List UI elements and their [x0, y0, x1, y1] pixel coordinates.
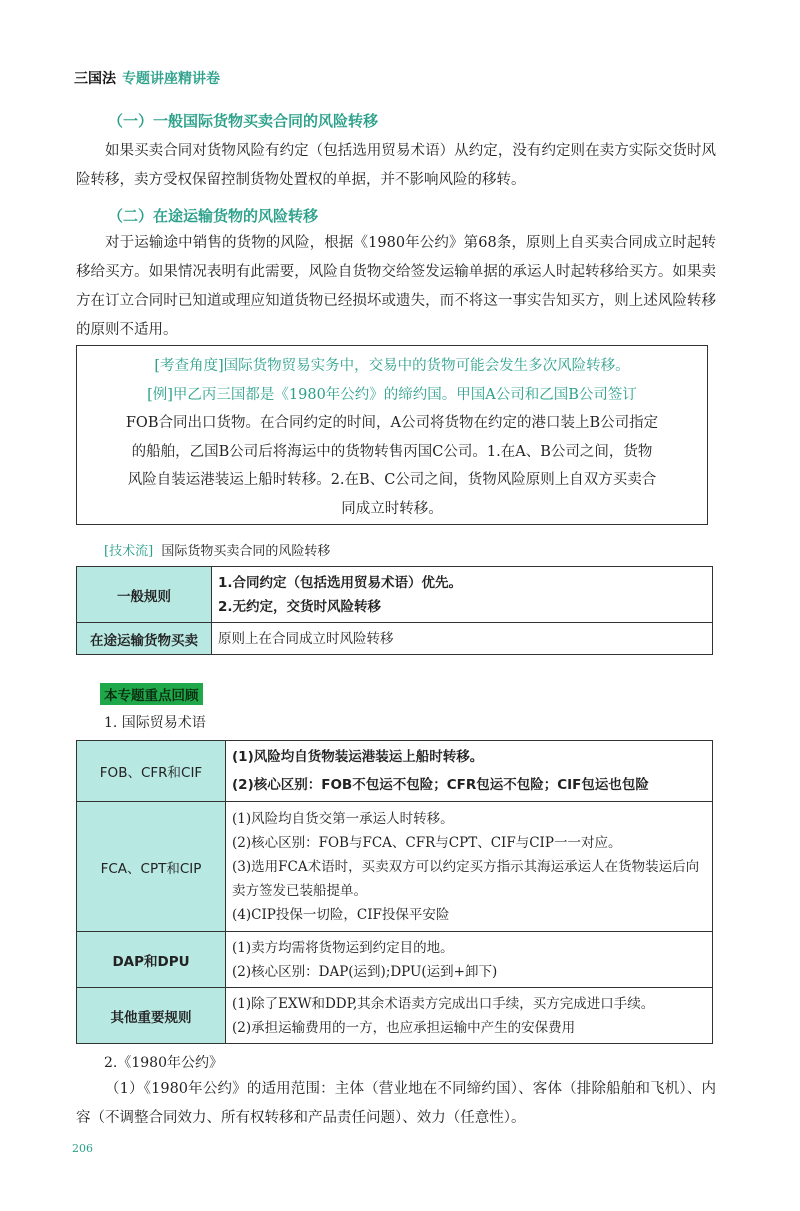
example-line-2: 的船舶，乙国B公司后将海运中的货物转售丙国C公司。1.在A、B公司之间，货物	[131, 443, 653, 460]
table-row	[77, 932, 713, 988]
table-line: 2.无约定，交货时风险转移	[218, 598, 382, 615]
section2-text: 对于运输途中销售的货物的风险，根据《1980年公约》第68条，原则上自买卖合同成立时起转移给买方。如果情况表明有此需要，风险自货物交给签发运输单据的承运人时起转移给买方。如果卖方在订立合同时已知道或理应知道货物已经损坏或遗失，而不将这一事实告知买方，则上述风险转移的原则不适用。	[76, 235, 716, 338]
table-value	[226, 741, 713, 802]
risk-table	[76, 566, 713, 655]
table-line: (3)选用FCA术语时，买卖双方可以约定买方指示其海运承运人在货物装运后向卖方签发已装船提单。	[232, 858, 700, 899]
section2-paragraph	[76, 229, 716, 345]
table-value	[212, 567, 713, 623]
example-box	[76, 345, 708, 525]
page-header	[74, 68, 220, 88]
example-line-1: FOB合同出口货物。在合同约定的时间，A公司将货物在约定的港口装上B公司指定	[125, 415, 659, 431]
table-value	[212, 623, 713, 655]
section1-text: 如果买卖合同对货物风险有约定（包括选用贸易术语）从约定，没有约定则在卖方实际交货时风险转移，卖方受权保留控制货物处置权的单据，并不影响风险的移转。	[76, 143, 716, 188]
table-key: 其他重要规则	[77, 988, 226, 1044]
tech-caption	[104, 540, 330, 559]
table-key: FCA、CPT和CIP	[77, 802, 226, 932]
example-line-0	[85, 381, 699, 410]
table-value	[226, 988, 713, 1044]
example-line-3: 风险自装运港装运上船时转移。2.在B、C公司之间，货物风险原则上自双方买卖合	[127, 472, 657, 488]
page-number: 206	[72, 1142, 93, 1155]
section2-heading: （二）在途运输货物的风险转移	[108, 207, 319, 225]
table-line: (4)CIP投保一切险，CIF投保平安险	[232, 906, 450, 923]
item2-paragraph	[76, 1075, 716, 1133]
header-title: 三国法	[74, 71, 116, 87]
table-key: 在途运输货物买卖	[77, 623, 212, 655]
review-heading: 本专题重点回顾	[100, 683, 203, 705]
table-row	[77, 623, 713, 655]
table-row	[77, 567, 713, 623]
table-line: (1)风险均自货交第一承运人时转移。	[232, 810, 454, 827]
table-line: (2)核心区别：FOB不包运不包险；CFR包运不包险；CIF包运也包险	[232, 777, 649, 793]
table-key: DAP和DPU	[77, 932, 226, 988]
table-line: (1)卖方均需将货物运到约定目的地。	[232, 939, 454, 956]
table-row	[77, 802, 713, 932]
table-line: 原则上在合同成立时风险转移	[218, 630, 394, 647]
table-key: FOB、CFR和CIF	[77, 741, 226, 802]
item1-title: 1. 国际贸易术语	[104, 715, 206, 731]
item2-text: （1）《1980年公约》的适用范围：主体（营业地在不同缔约国）、客体（排除船舶和飞机）、内容（不调整合同效力、所有权转移和产品责任问题）、效力（任意性）。	[76, 1081, 716, 1126]
angle-line	[85, 352, 699, 381]
table-value	[226, 802, 713, 932]
tech-label: [技术流]	[104, 544, 154, 559]
item2-title: 2.《1980年公约》	[104, 1055, 223, 1071]
example-line-4: 同成立时转移。	[341, 500, 443, 517]
table-row	[77, 741, 713, 802]
trade-terms-table	[76, 740, 713, 1044]
header-subtitle: 专题讲座精讲卷	[122, 71, 220, 87]
table-line: (2)承担运输费用的一方，也应承担运输中产生的安保费用	[232, 1019, 576, 1036]
table-line: (1)除了EXW和DDP,其余术语卖方完成出口手续，买方完成进口手续。	[232, 995, 655, 1012]
section1-paragraph	[76, 137, 716, 195]
table-line: 1.合同约定（包括选用贸易术语）优先。	[218, 574, 463, 591]
table-line: (1)风险均自货物装运港装运上船时转移。	[232, 749, 484, 765]
table-line: (2)核心区别：FOB与FCA、CFR与CPT、CIF与CIP一一对应。	[232, 834, 622, 851]
section1-heading: （一）一般国际货物买卖合同的风险转移	[108, 112, 379, 130]
angle-label: [考查角度]	[154, 358, 224, 374]
table-value	[226, 932, 713, 988]
table-line: (2)核心区别：DAP(运到);DPU(运到+卸下)	[232, 963, 498, 980]
example-label: [例]	[147, 386, 173, 403]
tech-text: 国际货物买卖合同的风险转移	[161, 544, 331, 559]
angle-text: 国际货物贸易实务中，交易中的货物可能会发生多次风险转移。	[223, 358, 630, 374]
table-key: 一般规则	[77, 567, 212, 623]
table-row	[77, 988, 713, 1044]
example-green-text: 甲乙丙三国都是《1980年公约》的缔约国。甲国A公司和乙国B公司签订	[172, 386, 637, 403]
